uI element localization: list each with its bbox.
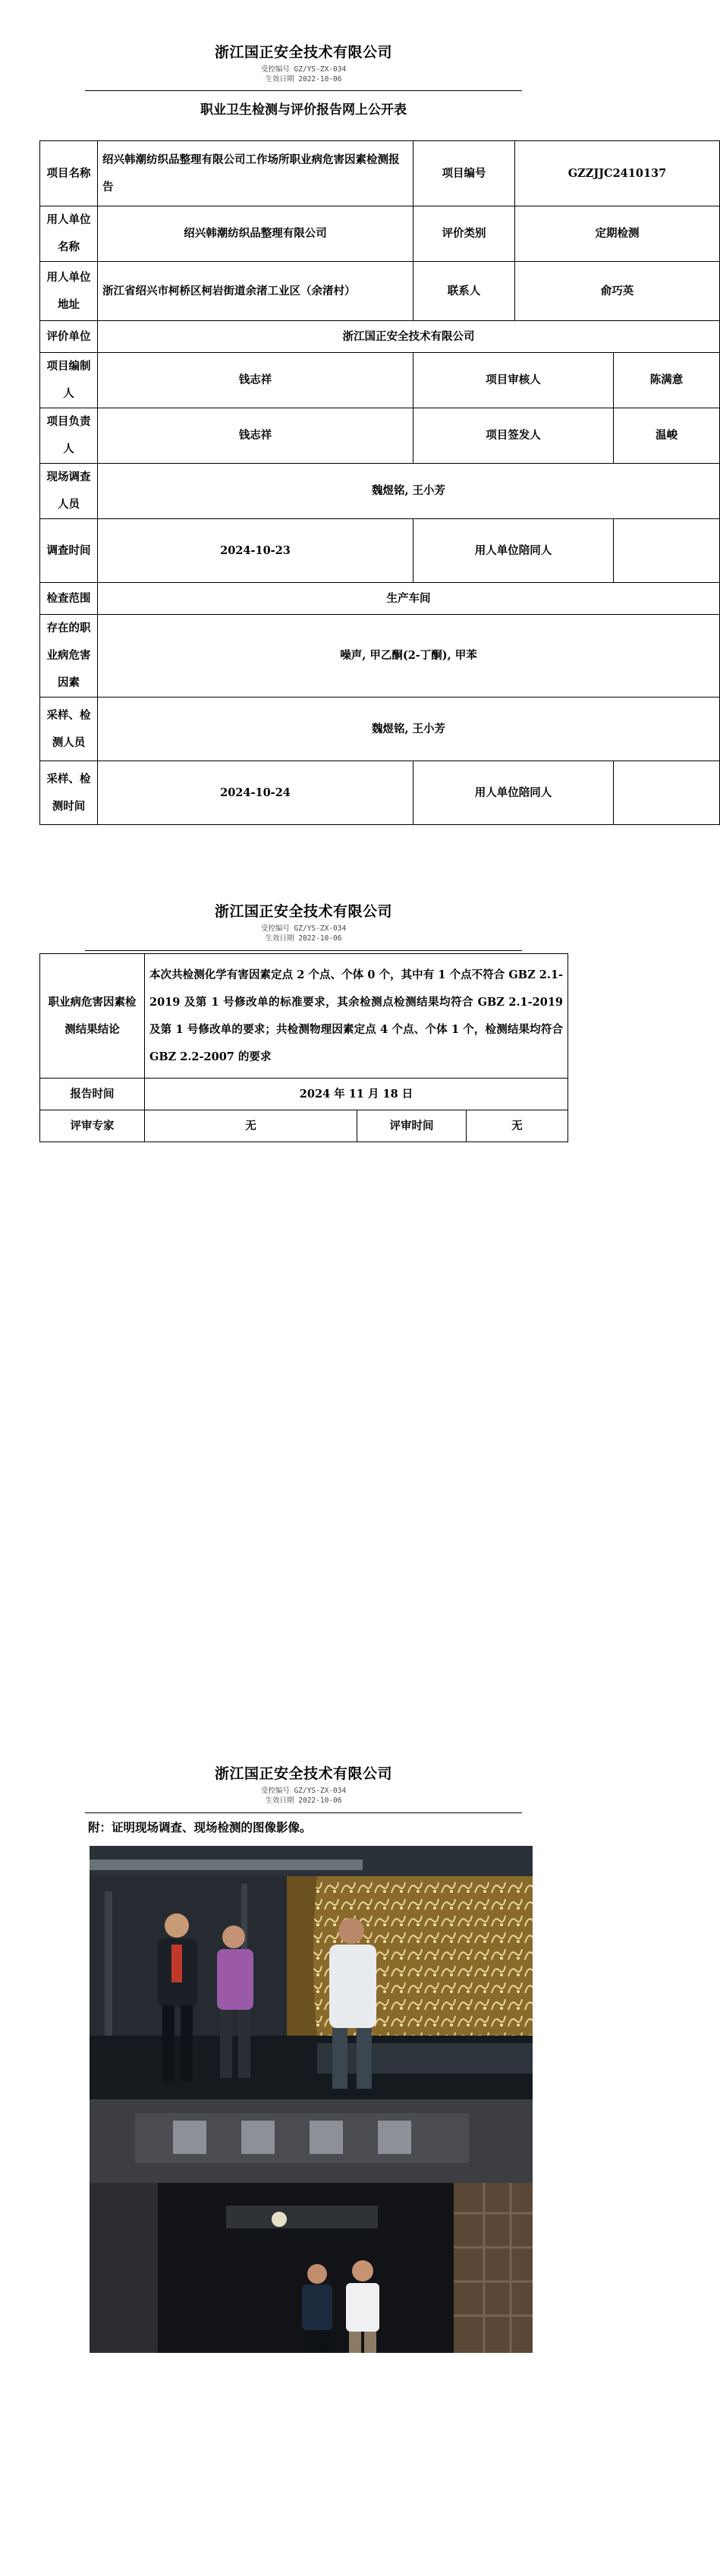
result-label: 职业病危害因素检测结果结论 <box>40 954 145 1079</box>
page-header <box>0 900 607 943</box>
project-name-value: 绍兴韩潮纺织品整理有限公司工作场所职业病危害因素检测报告 <box>98 141 413 206</box>
attachment-title: 附：证明现场调查、现场检测的图像影像。 <box>88 1820 312 1834</box>
table-row <box>40 262 720 321</box>
photo-workshop <box>90 1846 533 2101</box>
review-time-label: 评审时间 <box>357 1110 467 1142</box>
expert-value: 无 <box>145 1110 357 1142</box>
info-table <box>39 140 720 825</box>
sample-time-value: 2024-10-24 <box>98 761 413 825</box>
report-time-label: 报告时间 <box>40 1079 145 1110</box>
sample-time-label: 采样、检测时间 <box>40 761 98 825</box>
photo-entrance-image <box>90 2099 533 2353</box>
control-number: 受控编号 GZ/YS-ZX-034 <box>260 924 347 933</box>
project-name-label: 项目名称 <box>40 141 98 206</box>
issuer-value: 温峻 <box>614 408 720 464</box>
expert-label: 评审专家 <box>40 1110 145 1142</box>
samplers-value: 魏煜铭, 王小芳 <box>98 698 720 761</box>
effective-date: 生效日期 2022-10-06 <box>265 1797 342 1805</box>
table-row <box>40 464 720 519</box>
company-name: 浙江国正安全技术有限公司 <box>214 1765 392 1782</box>
table-row <box>40 1079 568 1110</box>
scope-value: 生产车间 <box>98 583 720 615</box>
control-number: 受控编号 GZ/YS-ZX-034 <box>260 65 347 74</box>
document-title: 职业卫生检测与评价报告网上公开表 <box>200 102 407 118</box>
hazards-value: 噪声, 甲乙酮(2-丁酮), 甲苯 <box>98 615 720 698</box>
survey-time-value: 2024-10-23 <box>98 519 413 583</box>
address-label: 用人单位地址 <box>40 262 98 321</box>
table-row <box>40 954 568 1079</box>
table-row <box>40 1110 568 1142</box>
reviewer-value: 陈满意 <box>614 353 720 408</box>
table-row <box>40 519 720 583</box>
leader-value: 钱志祥 <box>98 408 413 464</box>
employer-value: 绍兴韩潮纺织品整理有限公司 <box>98 206 413 262</box>
issuer-label: 项目签发人 <box>413 408 614 464</box>
table-row <box>40 321 720 353</box>
survey-time-label: 调查时间 <box>40 519 98 583</box>
surveyors-label: 现场调查人员 <box>40 464 98 519</box>
company-name: 浙江国正安全技术有限公司 <box>214 903 392 920</box>
photo-entrance <box>90 2099 533 2353</box>
scope-label: 检查范围 <box>40 583 98 615</box>
eval-unit-value: 浙江国正安全技术有限公司 <box>98 321 720 353</box>
escort-label: 用人单位陪同人 <box>413 519 614 583</box>
project-no-value: GZZJJC2410137 <box>515 141 720 206</box>
page-header <box>0 1762 607 1806</box>
table-row <box>40 141 720 206</box>
result-table <box>39 953 568 1142</box>
escort2-label: 用人单位陪同人 <box>413 761 614 825</box>
effective-date: 生效日期 2022-10-06 <box>265 75 342 83</box>
result-value: 本次共检测化学有害因素定点 2 个点、个体 0 个，其中有 1 个点不符合 GBZ 2.1-2019 及第 1 号修改单的标准要求，其余检测点检测结果均符合 GBZ 2.1-2019 及第 1 号修改单的要求；共检测物理因素定点 4 个点、个体 1 个，检测结果均符合 GBZ 2.2-2007 的要求 <box>145 954 568 1079</box>
photo-workshop-image <box>90 1846 533 2101</box>
header-rule <box>85 1812 522 1813</box>
samplers-label: 采样、检测人员 <box>40 698 98 761</box>
eval-unit-label: 评价单位 <box>40 321 98 353</box>
eval-type-value: 定期检测 <box>515 206 720 262</box>
header-rule <box>85 950 522 951</box>
eval-type-label: 评价类别 <box>413 206 515 262</box>
company-name: 浙江国正安全技术有限公司 <box>214 44 392 61</box>
escort2-value <box>614 761 720 825</box>
address-value: 浙江省绍兴市柯桥区柯岩街道余渚工业区（余渚村） <box>98 262 413 321</box>
reviewer-label: 项目审核人 <box>413 353 614 408</box>
review-time-value: 无 <box>467 1110 568 1142</box>
table-row <box>40 353 720 408</box>
header-rule <box>85 90 522 91</box>
compiler-value: 钱志祥 <box>98 353 413 408</box>
effective-date: 生效日期 2022-10-06 <box>265 934 342 943</box>
contact-label: 联系人 <box>413 262 515 321</box>
page-header <box>0 41 607 84</box>
employer-label: 用人单位名称 <box>40 206 98 262</box>
project-no-label: 项目编号 <box>413 141 515 206</box>
leader-label: 项目负责人 <box>40 408 98 464</box>
table-row <box>40 761 720 825</box>
control-number: 受控编号 GZ/YS-ZX-034 <box>260 1787 347 1795</box>
table-row <box>40 583 720 615</box>
table-row <box>40 408 720 464</box>
surveyors-value: 魏煜铭, 王小芳 <box>98 464 720 519</box>
contact-value: 俞巧英 <box>515 262 720 321</box>
table-row <box>40 615 720 698</box>
escort-value <box>614 519 720 583</box>
table-row <box>40 698 720 761</box>
report-time-value: 2024 年 11 月 18 日 <box>145 1079 568 1110</box>
hazards-label: 存在的职业病危害因素 <box>40 615 98 698</box>
table-row <box>40 206 720 262</box>
compiler-label: 项目编制人 <box>40 353 98 408</box>
